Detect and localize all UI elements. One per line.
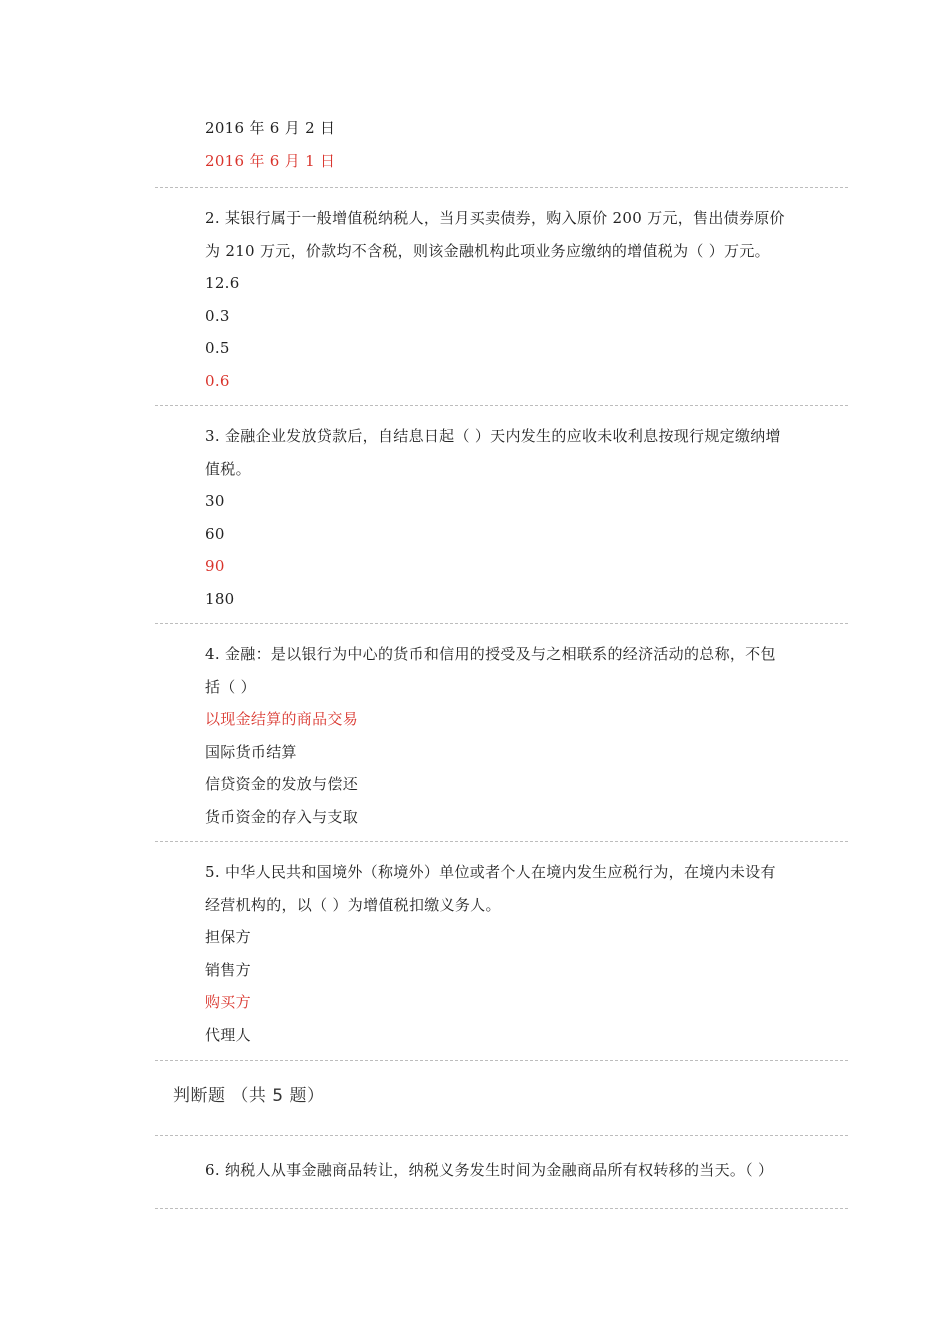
option-q1-a: 2016 年 6 月 2 日 xyxy=(205,119,336,137)
option-q3-c-correct: 90 xyxy=(205,557,225,575)
option-q5-d: 代理人 xyxy=(205,1025,251,1044)
divider xyxy=(155,405,848,406)
option-q5-b: 销售方 xyxy=(205,960,251,979)
divider xyxy=(155,1060,848,1061)
option-q1-b-correct: 2016 年 6 月 1 日 xyxy=(205,151,336,170)
question-3-text-line2: 值税。 xyxy=(205,459,251,478)
question-4-text-line2: 括（ ） xyxy=(205,677,256,696)
section-title-true-false: 判断题 （共 5 题） xyxy=(173,1086,325,1106)
question-6 xyxy=(205,1154,845,1187)
question-4 xyxy=(205,638,845,833)
question-3-text-line1: 3. 金融企业发放贷款后，自结息日起（ ）天内发生的应收未收利息按现行规定缴纳增 xyxy=(205,427,781,445)
option-q2-d-correct: 0.6 xyxy=(205,371,230,390)
option-q2-a: 12.6 xyxy=(205,274,240,292)
divider xyxy=(155,187,848,188)
question-5-text-line1: 5. 中华人民共和国境外（称境外）单位或者个人在境内发生应税行为，在境内未设有 xyxy=(205,863,776,881)
option-q3-b: 60 xyxy=(205,524,225,543)
question-4-text-line1: 4. 金融：是以银行为中心的货币和信用的授受及与之相联系的经济活动的总称，不包 xyxy=(205,645,776,663)
divider xyxy=(155,1135,848,1136)
option-q4-d: 货币资金的存入与支取 xyxy=(205,807,359,826)
divider xyxy=(155,841,848,842)
option-q4-a-correct: 以现金结算的商品交易 xyxy=(205,710,359,728)
option-q5-a: 担保方 xyxy=(205,928,251,946)
option-q5-c-correct: 购买方 xyxy=(205,993,251,1011)
option-q4-c: 信贷资金的发放与偿还 xyxy=(205,775,359,793)
question-1-options xyxy=(205,112,845,177)
question-3 xyxy=(205,420,845,615)
divider xyxy=(155,623,848,624)
question-6-text-line1: 6. 纳税人从事金融商品转让，纳税义务发生时间为金融商品所有权转移的当天。（ ） xyxy=(205,1161,774,1179)
option-q4-b: 国际货币结算 xyxy=(205,742,297,761)
question-2-text-line1: 2. 某银行属于一般增值税纳税人，当月买卖债券，购入原价 200 万元，售出债券原价 xyxy=(205,209,785,227)
option-q3-d: 180 xyxy=(205,589,235,608)
option-q2-b: 0.3 xyxy=(205,306,230,325)
question-2 xyxy=(205,202,845,397)
question-5-text-line2: 经营机构的，以（ ）为增值税扣缴义务人。 xyxy=(205,895,501,914)
divider xyxy=(155,1208,848,1209)
option-q3-a: 30 xyxy=(205,492,225,510)
question-5 xyxy=(205,856,845,1051)
option-q2-c: 0.5 xyxy=(205,339,230,357)
question-2-text-line2: 为 210 万元，价款均不含税，则该金融机构此项业务应缴纳的增值税为（ ）万元。 xyxy=(205,241,770,260)
